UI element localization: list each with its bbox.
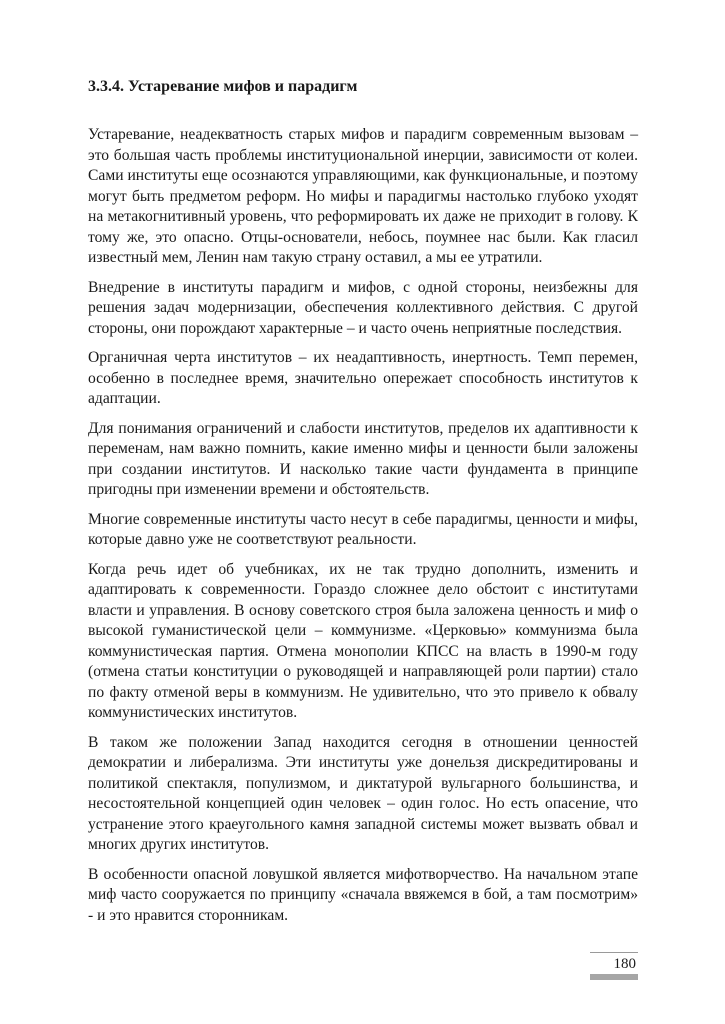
paragraph-7: В таком же положении Запад находится сегодня в отношении ценностей демократии и либерализма. Эти институты уже донельзя дискредитированы и политикой спектакля, популизмом, и диктатурой вульгарного большинства, и несостоятельной концепцией один человек – один голос. Но есть опасение, что устранение этого краеугольного камня западной системы может вызвать обвал и многих других институтов. — [88, 733, 638, 853]
paragraph-3: Органичная черта институтов – их неадаптивность, инертность. Темп перемен, особенно в последнее время, значительно опережает способность институтов к адаптации. — [88, 349, 638, 407]
page-number-rule — [590, 952, 638, 953]
paragraph-4: Для понимания ограничений и слабости институтов, пределов их адаптивности к переменам, нам важно помнить, какие именно мифы и ценности были заложены при создании институтов. И насколько такие части фундамента в принципе пригодны при изменении времени и обстоятельств. — [88, 419, 638, 498]
section-heading: 3.3.4. Устаревание мифов и парадигм — [88, 78, 358, 95]
paragraph-5: Многие современные институты часто несут в себе парадигмы, ценности и мифы, которые давно уже не соответствуют реальности. — [88, 510, 638, 548]
paragraph-8: В особенности опасной ловушкой является мифотворчество. На начальном этапе миф часто сооружается по принципу «сначала ввяжемся в бой, а там посмотрим» - и это нравится сторонникам. — [88, 865, 638, 924]
page-number-bar — [590, 974, 638, 980]
body-text — [88, 125, 638, 935]
page-number-block — [590, 952, 638, 982]
paragraph-6: Когда речь идет об учебниках, их не так трудно дополнить, изменить и адаптировать к современности. Гораздо сложнее дело обстоит с институтами власти и управления. В основу советского строя была заложена ценность и миф о высокой гуманистической цели – коммунизме. «Церковью» коммунизма была коммунистическая партия. Отмена монополии КПСС на власть в 1990-м году (отмена статьи конституции о руководящей и направляющей роли партии) стало по факту отменой веры в коммунизм. Не удивительно, что это привело к обвалу коммунистических институтов. — [88, 560, 638, 721]
paragraph-1: Устаревание, неадекватность старых мифов и парадигм современным вызовам – это большая часть проблемы институциональной инерции, зависимости от колеи. Сами институты еще осознаются управляющими, как функциональные, и поэтому могут быть предметом реформ. Но мифы и парадигмы настолько глубоко уходят на метакогнитивный уровень, что реформировать их даже не приходит в голову. К тому же, это опасно. Отцы-основатели, небось, поумнее нас были. Как гласил известный мем, Ленин нам такую страну оставил, а мы ее утратили. — [88, 126, 638, 266]
page-number: 180 — [613, 956, 636, 972]
paragraph-2: Внедрение в институты парадигм и мифов, с одной стороны, неизбежны для решения задач модернизации, обеспечения коллективного действия. С другой стороны, они порождают характерные – и часто очень неприятные последствия. — [88, 278, 638, 337]
